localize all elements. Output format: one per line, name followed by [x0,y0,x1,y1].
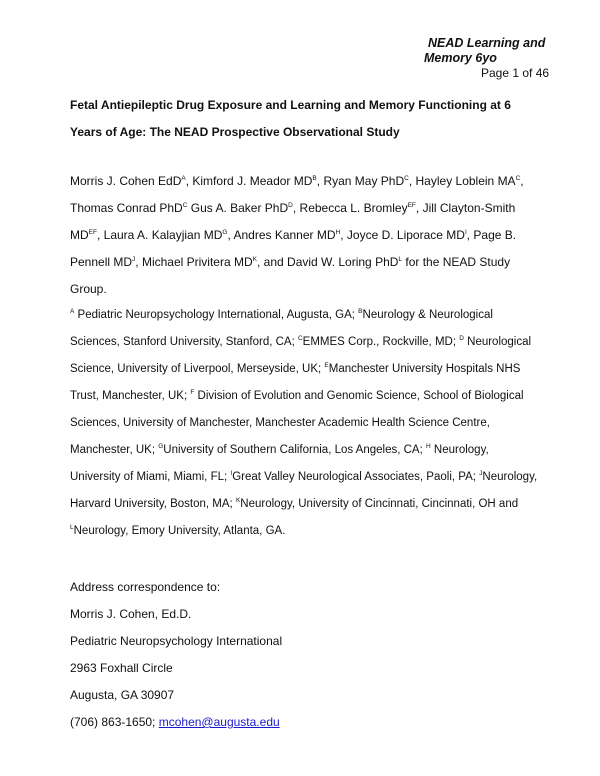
author-affiliation-mark: I [464,229,467,236]
author-name: David W. Loring PhD [287,255,399,269]
affiliation-mark: F [190,389,195,396]
author-separator: , [520,174,524,188]
author-affiliation-mark: J [132,256,136,263]
author-name: Thomas Conrad PhD [70,201,183,215]
running-header [424,36,594,80]
author-separator: , [135,255,142,269]
email-link[interactable]: mcohen@augusta.edu [158,715,280,729]
affiliation-mark: J [479,470,483,477]
affiliation-text: Manchester University Hospitals NHS Trust, Manchester, UK; [70,363,521,402]
author-separator: , [466,228,474,242]
affiliation-mark: G [158,443,164,450]
affiliation-mark: I [230,470,233,477]
correspondence-contact [70,709,490,736]
page-number: Page 1 of 46 [481,66,550,80]
correspondence-organization: Pediatric Neuropsychology International [70,634,283,648]
author-affiliation-mark: C [515,175,521,182]
affiliation-mark: H [426,443,431,450]
correspondence-block [70,574,490,736]
author-separator: , [408,174,416,188]
author-affiliation-mark: H [335,229,341,236]
author-list [70,168,540,303]
correspondence-name: Morris J. Cohen, Ed.D. [70,607,192,621]
author-affiliation-mark: K [252,256,257,263]
running-title [424,36,594,66]
affiliations [70,302,540,545]
author-affiliation-mark: EF [88,229,97,236]
correspondence-heading: Address correspondence to: [70,580,221,594]
author-name: Rebecca L. Bromley [299,201,408,215]
author-separator: , [227,228,234,242]
author-name: Kimford J. Meador MD [192,174,313,188]
paper-title-line2: Years of Age: The NEAD Prospective Observational Study [70,125,400,139]
author-affiliation-mark: EF [407,202,416,209]
affiliation-text: Neurology, University of Cincinnati, Cincinnati, OH and [240,498,519,510]
affiliation-text: Neurology, University of Miami, Miami, FL; [70,444,489,483]
correspondence-city: Augusta, GA 30907 [70,688,175,702]
affiliation-mark: K [235,497,241,504]
author-separator: , [340,228,347,242]
author-affiliation-mark: G [222,229,228,236]
author-separator: , and [257,255,288,269]
affiliation-mark: A [70,308,75,315]
author-name: Morris J. Cohen EdD [70,174,182,188]
affiliation-text: Great Valley Neurological Associates, Paoli, PA; [232,471,480,483]
author-separator: , [316,174,324,188]
author-affiliation-mark: D [288,202,293,209]
affiliation-text: Neurological Science, University of Liverpool, Merseyside, UK; [70,336,532,375]
author-name: Michael Privitera MD [141,255,253,269]
author-affiliation-mark: B [312,175,317,182]
author-name: Joyce D. Liporace MD [346,228,465,242]
author-list-suffix: for the NEAD Study Group. [70,255,511,296]
author-name: Page B. Pennell MD [70,228,517,269]
affiliation-text: Neurology, Harvard University, Boston, MA; [70,471,538,510]
affiliation-text: EMMES Corp., Rockville, MD; [302,336,460,348]
running-title-line2: Memory 6yo [424,51,497,65]
correspondence-phone: (706) 863-1650; [70,715,159,729]
author-name: Jill Clayton-Smith MD [70,201,516,242]
author-separator: , [415,201,423,215]
affiliation-text: Neurology & Neurological Sciences, Stanford University, Stanford, CA; [70,309,493,348]
author-affiliation-mark: C [182,202,188,209]
affiliation-text: Pediatric Neuropsychology International, Augusta, GA; [74,309,359,321]
author-affiliation-mark: A [181,175,186,182]
affiliation-mark: B [358,308,363,315]
paper-title [70,92,550,146]
author-affiliation-mark: L [398,256,403,263]
correspondence-street: 2963 Foxhall Circle [70,661,173,675]
affiliation-mark: D [459,335,464,342]
affiliation-text: Neurology, Emory University, Atlanta, GA. [73,525,286,537]
author-affiliation-mark: C [404,175,409,182]
author-name: Laura A. Kalayjian MD [103,228,223,242]
author-separator: , [96,228,104,242]
paper-title-line1: Fetal Antiepileptic Drug Exposure and Learning and Memory Functioning at 6 [70,98,511,112]
author-separator: , [292,201,300,215]
author-name: Hayley Loblein MA [415,174,516,188]
affiliation-text: University of Southern California, Los Angeles, CA; [163,444,426,456]
author-name: Andres Kanner MD [233,228,336,242]
affiliation-mark: E [324,362,329,369]
author-name: Gus A. Baker PhD [190,201,289,215]
author-separator: , [185,174,193,188]
author-name: Ryan May PhD [323,174,405,188]
affiliation-mark: L [70,524,74,531]
affiliation-text: Division of Evolution and Genomic Science, School of Biological Sciences, University of Manchester, Manchester Academic Health Science Centre, Manchester, UK; [70,390,524,456]
affiliation-mark: C [297,335,303,342]
running-title-line1: NEAD Learning and [428,36,546,50]
